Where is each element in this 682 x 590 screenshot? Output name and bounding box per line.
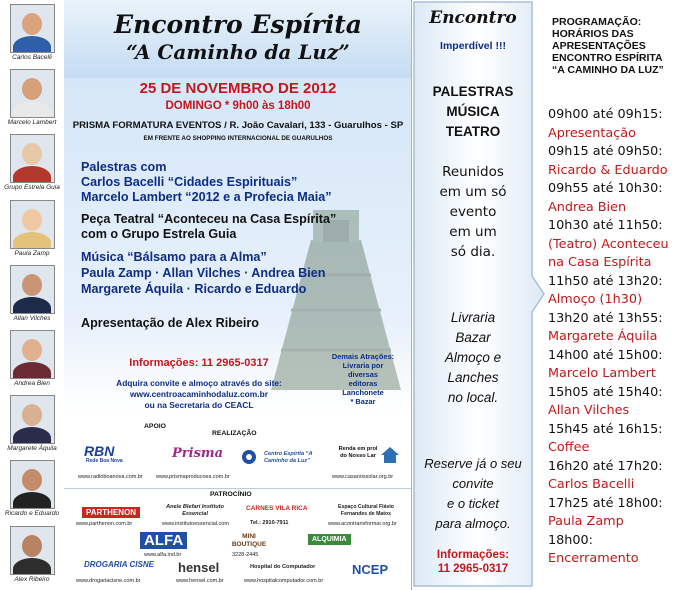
speaker-card xyxy=(0,395,64,453)
callout-info-label: Informações: xyxy=(436,549,510,561)
schedule-time: 18h00: xyxy=(548,532,593,548)
speaker-photo xyxy=(10,200,55,249)
speaker-card xyxy=(0,200,64,258)
mini-boutique-phone: 3228-2445 xyxy=(232,552,259,558)
venue-note: EM FRENTE AO SHOPPING INTERNACIONAL DE GUARULHOS xyxy=(143,135,333,142)
speaker-card xyxy=(0,526,64,584)
rbn-url: www.radioboanova.com.br xyxy=(78,474,143,480)
schedule-activity: Ricardo & Eduardo xyxy=(548,162,668,178)
mini-boutique-logo: MINI BOUTIQUE xyxy=(231,533,267,548)
program-line: Margarete Áquila · Ricardo e Eduardo xyxy=(81,282,307,296)
speaker-caption: Margarete Áquila xyxy=(7,445,57,453)
speaker-photo xyxy=(10,526,55,575)
speaker-caption: Allan Vilches xyxy=(13,314,51,322)
schedule-panel xyxy=(546,0,682,590)
callout-panel xyxy=(412,0,546,590)
schedule-activity: na Casa Espírita xyxy=(548,255,652,270)
schedule-time: 16h20 até 17h20: xyxy=(548,458,663,474)
event-poster xyxy=(64,0,412,590)
schedule-heading: PROGRAMAÇÃO: HORÁRIOS DAS APRESENTAÇÕES ENCONTRO ESPÍRITA “A CAMINHO DA LUZ” xyxy=(552,16,664,76)
schedule-activity: Marcelo Lambert xyxy=(548,366,656,381)
house-icon xyxy=(380,446,400,464)
schedule-activity: Paula Zamp xyxy=(548,514,624,529)
parthenon-logo: PARTHENON xyxy=(82,507,140,518)
schedule-time: 14h00 até 15h00: xyxy=(548,347,663,363)
schedule-activity: Encerramento xyxy=(548,551,639,566)
speaker-card xyxy=(0,460,64,518)
schedule-time: 15h45 até 16h15: xyxy=(548,421,663,437)
schedule-time: 09h55 até 10h30: xyxy=(548,181,663,196)
speaker-photo xyxy=(10,265,55,314)
carnes-vila-rica-logo: CARNES VILA RICA xyxy=(246,505,308,512)
ceacl-logo: Centro Espírita “A Caminho da Luz” xyxy=(264,451,313,464)
purchase-alt: ou na Secretaria do CEACL xyxy=(144,400,254,410)
purchase-note: Adquira convite e almoço através do site: xyxy=(116,378,282,388)
poster-info-phone: Informações: 11 2965-0317 xyxy=(129,357,269,369)
speaker-caption: Carlos Bacelli xyxy=(12,54,52,61)
schedule-activity: Carlos Bacelli xyxy=(548,477,635,492)
speaker-photo xyxy=(10,330,55,379)
callout-text: em um só xyxy=(439,184,507,200)
schedule-time: 11h50 até 13h20: xyxy=(548,273,663,289)
schedule-activity: Margarete Áquila xyxy=(548,329,658,344)
callout-reserve: Reserve já o seu xyxy=(424,456,522,471)
instituto-essencial-url: www.institutoessencial.com xyxy=(162,521,229,527)
callout-text: evento xyxy=(449,204,497,220)
speaker-caption: Ricardo e Eduardo xyxy=(4,510,60,518)
speaker-card xyxy=(0,69,64,127)
purchase-site: www.centroacaminhodaluz.com.br xyxy=(130,389,268,399)
drogaria-cisne-url: www.drogariacisne.com.br xyxy=(76,578,141,584)
espaco-cultural-logo: Espaço Cultural Flávio Fernandes de Matos xyxy=(338,504,394,517)
program-line: Apresentação de Alex Ribeiro xyxy=(81,316,260,330)
speaker-photo xyxy=(10,134,55,183)
nosso-lar-logo: Renda em prol do Nosso Lar xyxy=(338,446,378,459)
speaker-card xyxy=(0,134,64,192)
ncep-logo: NCEP xyxy=(352,562,389,577)
callout-headline: PALESTRAS xyxy=(432,84,514,99)
speaker-caption: Andrea Bien xyxy=(14,380,50,387)
speaker-photo xyxy=(10,395,55,444)
event-venue: PRISMA FORMATURA EVENTOS / R. João Cavalari, 133 - Guarulhos - SP xyxy=(72,120,404,131)
alfa-url: www.alfa.ind.br xyxy=(144,552,182,558)
callout-extras: Lanches xyxy=(447,370,499,385)
callout-extras: Bazar xyxy=(455,330,491,345)
program-line: Peça Teatral “Aconteceu na Casa Espírita” xyxy=(81,212,337,226)
callout-reserve: convite xyxy=(452,476,494,491)
schedule-activity: Andrea Bien xyxy=(548,199,627,215)
speaker-card xyxy=(0,265,64,323)
prisma-url: www.prismaproducoes.com.br xyxy=(156,474,230,480)
event-day-time: DOMINGO * 9h00 às 18h00 xyxy=(165,100,311,112)
carnes-vila-rica-phone: Tel.: 2910-7911 xyxy=(250,520,289,526)
speaker-caption: Marcelo Lambert xyxy=(7,119,57,127)
hensel-url: www.hensel.com.br xyxy=(176,578,224,584)
speaker-caption: Paula Zamp xyxy=(14,249,50,257)
speaker-photo xyxy=(10,4,55,53)
hospital-computador-url: www.hospitalcomputador.com.br xyxy=(244,578,324,584)
program-line: com o Grupo Estrela Guia xyxy=(81,227,237,241)
program-line: Palestras com xyxy=(81,160,167,174)
speaker-caption: Grupo Estrela Guia xyxy=(4,184,60,192)
realizacao-label: REALIZAÇÃO xyxy=(212,430,257,437)
poster-title: Encontro Espírita xyxy=(114,10,362,39)
program-line: Marcelo Lambert “2012 e a Profecia Maia” xyxy=(81,190,332,204)
callout-extras: Almoço e xyxy=(444,350,502,365)
schedule-time: 09h15 até 09h50: xyxy=(548,144,663,159)
callout-reserve: para almoço. xyxy=(435,516,511,531)
alfa-logo: ALFA xyxy=(140,532,187,549)
speaker-photo xyxy=(10,460,55,509)
callout-text: só dia. xyxy=(450,244,496,260)
schedule-activity: Coffee xyxy=(548,440,590,455)
speaker-photo xyxy=(10,69,55,118)
hospital-computador-logo: Hospital do Computador xyxy=(250,564,316,570)
event-date: 25 DE NOVEMBRO DE 2012 xyxy=(139,80,337,97)
callout-headline: MÚSICA xyxy=(446,104,500,119)
nosso-lar-url: www.casanossolar.org.br xyxy=(332,474,394,480)
schedule-time: 13h20 até 13h55: xyxy=(548,310,663,326)
schedule-activity: Allan Vilches xyxy=(548,403,630,418)
rbn-subtitle: Rede Boa Nova xyxy=(86,458,123,464)
other-attractions: Demais Atrações: Livraria por diversas editoras Lanchonete * Bazar xyxy=(331,352,395,406)
program-line: Paula Zamp · Allan Vilches · Andrea Bien xyxy=(81,266,326,280)
poster-subtitle: “A Caminho da Luz” xyxy=(126,40,350,64)
speaker-caption: Alex Ribeiro xyxy=(14,575,50,583)
program-line: Música “Bálsamo para a Alma” xyxy=(81,250,267,264)
hensel-logo: hensel xyxy=(178,560,220,575)
schedule-time: 17h25 até 18h00: xyxy=(548,495,663,511)
alquimia-logo: ALQUIMIA xyxy=(308,534,351,545)
schedule-activity: (Teatro) Aconteceu xyxy=(548,236,669,252)
callout-title: Encontro xyxy=(429,8,517,28)
callout-extras: no local. xyxy=(447,390,499,405)
speaker-photo-column xyxy=(0,0,64,590)
drogaria-cisne-logo: DROGARIA CISNE xyxy=(84,560,154,569)
sun-icon xyxy=(238,446,260,468)
schedule-activity: Apresentação xyxy=(548,125,636,141)
schedule-time: 10h30 até 11h50: xyxy=(548,218,663,233)
speaker-card xyxy=(0,330,64,388)
patrocinio-label: PATROCÍNIO xyxy=(210,491,252,498)
speaker-card xyxy=(0,4,64,62)
callout-info-phone: 11 2965-0317 xyxy=(437,563,509,575)
callout-reserve: e o ticket xyxy=(446,496,500,511)
instituto-essencial-logo: Anele Blefari Instituto Essencial xyxy=(166,504,224,517)
callout-text: Reunidos xyxy=(442,164,504,180)
program-line: Carlos Bacelli “Cidades Espirituais” xyxy=(81,175,298,189)
callout-text: em um xyxy=(449,224,497,240)
callout-subtitle: Imperdível !!! xyxy=(440,40,506,52)
schedule-time: 09h00 até 09h15: xyxy=(548,107,663,122)
rbn-logo: RBN xyxy=(84,443,115,459)
espaco-cultural-url: www.acontransformar.org.br xyxy=(328,521,397,527)
parthenon-url: www.parthenon.com.br xyxy=(76,521,133,527)
callout-extras: Livraria xyxy=(450,310,496,325)
callout-headline: TEATRO xyxy=(445,124,501,139)
apoio-label: APOIO xyxy=(144,423,166,430)
schedule-activity: Almoço (1h30) xyxy=(548,292,643,307)
schedule-time: 15h05 até 15h40: xyxy=(548,384,663,400)
prisma-logo: Prisma xyxy=(172,446,224,461)
